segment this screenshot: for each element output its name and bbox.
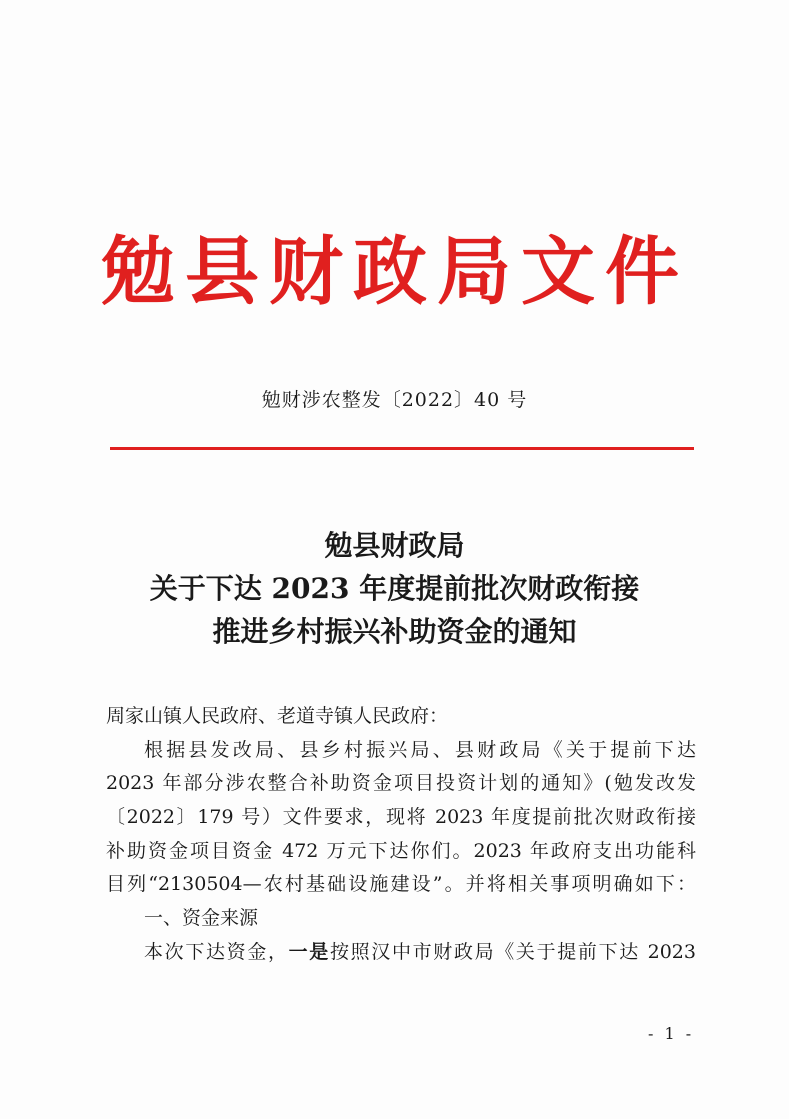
- section-heading: 一、资金来源: [144, 907, 259, 930]
- paragraph-text: 按照汉中市财政局《关于提前下达 2023: [329, 940, 696, 963]
- notice-body: [106, 700, 696, 970]
- addressee: 周家山镇人民政府、老道寺镇人民政府：: [106, 705, 449, 727]
- paragraph-line: 补助资金项目资金 472 万元下达你们。2023 年政府支出功能科: [106, 839, 696, 862]
- paragraph-text: 本次下达资金，: [144, 940, 289, 963]
- title-line-3: 推进乡村振兴补助资金的通知: [212, 615, 577, 648]
- page-number: - 1 -: [648, 1024, 695, 1043]
- paragraph-line: 〔2022〕179 号）文件要求，现将 2023 年度提前批次财政衔接: [106, 806, 696, 829]
- red-separator-line: [110, 447, 694, 450]
- paragraph-line: 目列“2130504—农村基础设施建设”。并将相关事项明确如下：: [106, 873, 696, 896]
- paragraph-line: [106, 936, 696, 970]
- notice-title: [0, 524, 789, 653]
- title-line-1: 勉县财政局: [324, 529, 465, 562]
- masthead-title: 勉县财政局文件: [101, 229, 689, 315]
- paragraph-line: 根据县发改局、县乡村振兴局、县财政局《关于提前下达: [144, 738, 696, 761]
- paragraph-line: 2023 年部分涉农整合补助资金项目投资计划的通知》(勉发改发: [106, 772, 696, 795]
- document-number: 勉财涉农整发〔2022〕40 号: [261, 389, 528, 411]
- title-line-2: 关于下达 2023 年度提前批次财政衔接: [149, 572, 640, 605]
- emphasis-text: 一是: [288, 940, 330, 963]
